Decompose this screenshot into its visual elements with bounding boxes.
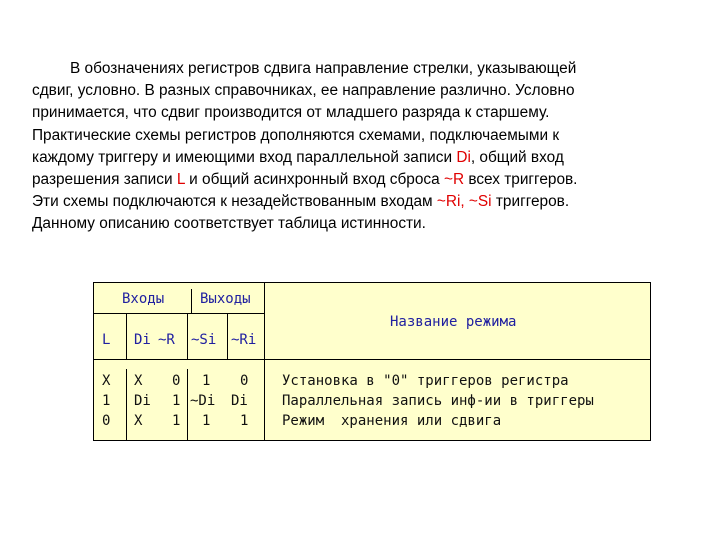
- cell-mode: Параллельная запись инф-ии в триггеры: [282, 393, 594, 409]
- highlight-r: ~R: [443, 171, 465, 189]
- header-mode-name: Название режима: [390, 314, 517, 330]
- divider: [187, 313, 188, 359]
- paragraph-line: сдвиг, условно. В разных справочниках, ее направление различно. Условно: [32, 82, 575, 100]
- cell-r: 1: [172, 413, 181, 429]
- divider: [264, 283, 265, 440]
- cell-di: X: [134, 413, 143, 429]
- divider: [187, 369, 188, 440]
- highlight-l: L: [176, 171, 185, 189]
- paragraph-line: [32, 147, 692, 169]
- cell-ri: 1: [240, 413, 249, 429]
- text-fragment: , общий вход: [470, 148, 564, 166]
- header-col-l: L: [102, 332, 111, 348]
- paragraph-line: Данному описанию соответствует таблица истинности.: [32, 215, 426, 233]
- divider: [126, 369, 127, 440]
- text-fragment: каждому триггеру и имеющими вход параллельной записи: [32, 148, 457, 166]
- cell-di: X: [134, 373, 143, 389]
- paragraph-line: В обозначениях регистров сдвига направление стрелки, указывающей: [70, 60, 577, 77]
- divider: [191, 289, 192, 313]
- paragraph-line: [32, 169, 692, 191]
- text-fragment: и общий асинхронный вход сброса: [184, 171, 444, 189]
- cell-mode: Установка в "0" триггеров регистра: [282, 373, 569, 389]
- cell-l: 0: [102, 413, 111, 429]
- divider: [94, 313, 264, 314]
- cell-si: ~Di: [190, 393, 216, 409]
- cell-mode: Режим хранения или сдвига: [282, 413, 502, 429]
- header-col-r: ~R: [158, 332, 175, 348]
- header-inputs: Входы: [122, 291, 165, 307]
- text-fragment: разрешения записи: [32, 171, 177, 189]
- highlight-ri-si: ~Ri, ~Si: [436, 193, 492, 211]
- divider: [227, 313, 228, 359]
- description-paragraph: [32, 58, 692, 236]
- header-col-si: ~Si: [191, 332, 217, 348]
- cell-ri: 0: [240, 373, 249, 389]
- highlight-di: Di: [456, 148, 471, 166]
- paragraph-line: [32, 191, 692, 213]
- text-fragment: триггеров.: [491, 193, 570, 211]
- cell-di: Di: [134, 393, 151, 409]
- cell-r: 1: [172, 393, 181, 409]
- cell-l: 1: [102, 393, 111, 409]
- cell-si: 1: [202, 413, 211, 429]
- cell-ri: Di: [231, 393, 248, 409]
- header-col-ri: ~Ri: [231, 332, 257, 348]
- truth-table: [93, 282, 651, 441]
- header-col-di: Di: [134, 332, 151, 348]
- paragraph-line: Практические схемы регистров дополняются схемами, подключаемыми к: [32, 126, 560, 144]
- divider: [94, 359, 650, 360]
- text-fragment: Эти схемы подключаются к незадействованным входам: [32, 193, 437, 211]
- divider: [126, 313, 127, 359]
- header-outputs: Выходы: [200, 291, 251, 307]
- cell-si: 1: [202, 373, 211, 389]
- paragraph-line: принимается, что сдвиг производится от младшего разряда к старшему.: [32, 104, 550, 122]
- text-fragment: всех триггеров.: [464, 171, 578, 189]
- cell-r: 0: [172, 373, 181, 389]
- cell-l: X: [102, 373, 111, 389]
